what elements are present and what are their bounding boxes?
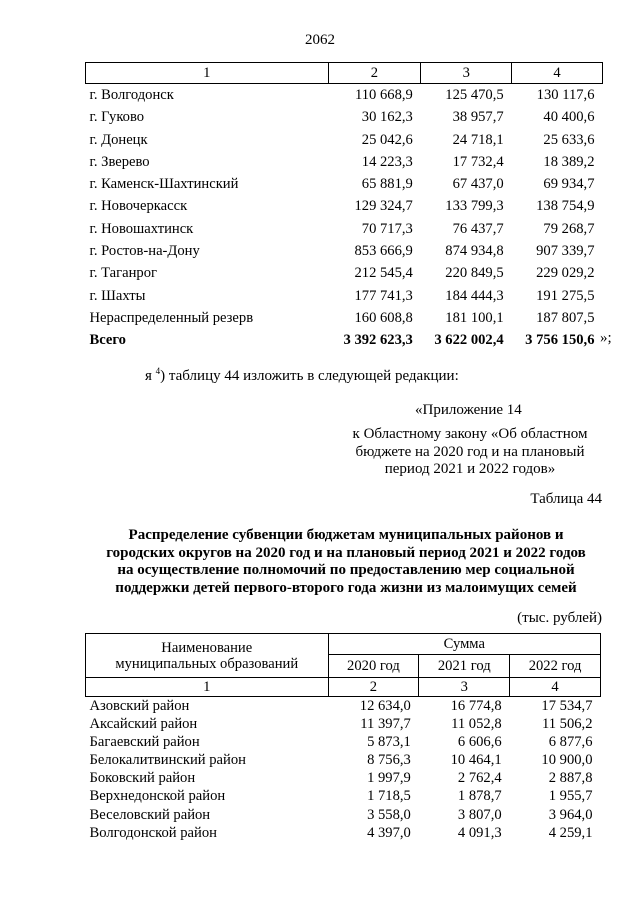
subvention-table-continued	[85, 62, 603, 352]
row-name: г. Зверево	[89, 153, 150, 170]
row-value: 3 558,0	[367, 806, 411, 823]
row-name: г. Донецк	[89, 131, 148, 148]
table-row	[86, 824, 601, 842]
row-value: 187 807,5	[536, 309, 595, 326]
row-value: 229 029,2	[536, 265, 595, 282]
row-name: Белокалитвинский район	[89, 752, 246, 769]
appendix-title: «Приложение 14	[415, 402, 522, 418]
row-name: Багаевский район	[89, 734, 200, 751]
table-header-row	[86, 634, 601, 655]
column-number: 1	[86, 678, 329, 697]
row-value: 2 887,8	[548, 770, 593, 787]
row-value: 14 223,3	[361, 153, 413, 170]
row-name: г. Гуково	[89, 109, 145, 126]
row-value: 8 756,3	[367, 752, 411, 769]
row-value: 1 955,7	[548, 788, 593, 805]
column-number: 3	[421, 63, 512, 84]
law-line: период 2021 и 2022 годов»	[384, 461, 556, 477]
column-number: 4	[512, 63, 603, 84]
row-value: 6 606,6	[457, 734, 502, 751]
header-year: 2021 год	[419, 655, 510, 678]
title-line: на осуществление полномочий по предоставлению мер социальной	[117, 562, 575, 578]
row-value: 79 268,7	[543, 220, 595, 237]
row-value: 6 877,6	[548, 734, 593, 751]
header-name-line: Наименование	[161, 639, 253, 656]
units-label: (тыс. рублей)	[517, 610, 602, 626]
header-name	[86, 634, 329, 678]
row-value: 177 741,3	[354, 287, 413, 304]
row-value: 25 633,6	[543, 131, 595, 148]
row-value: 70 717,3	[361, 220, 413, 237]
row-name: г. Таганрог	[89, 265, 158, 282]
row-value: 11 506,2	[541, 716, 593, 733]
row-value: 1 878,7	[457, 788, 502, 805]
row-value: 4 397,0	[367, 824, 411, 841]
row-value: 191 275,5	[536, 287, 595, 304]
column-number: 2	[328, 63, 421, 84]
column-number: 3	[419, 678, 510, 697]
document-title	[90, 527, 602, 597]
title-line: поддержки детей первого-второго года жизни из малоимущих семей	[115, 579, 577, 596]
table-row	[86, 697, 601, 716]
row-value: 212 545,4	[354, 265, 413, 282]
row-value: 3 964,0	[548, 806, 593, 823]
row-value: 11 397,7	[360, 716, 411, 733]
row-value: 130 117,6	[536, 87, 595, 103]
total-label: Всего	[89, 332, 126, 349]
row-value: 40 400,6	[543, 109, 595, 126]
subvention-table-44	[85, 633, 601, 842]
header-year: 2020 год	[328, 655, 419, 678]
row-value: 907 339,7	[536, 243, 595, 260]
row-value: 69 934,7	[543, 176, 595, 193]
appendix-law-reference	[340, 426, 600, 479]
total-2021: 3 622 002,4	[434, 332, 504, 349]
row-value: 10 900,0	[541, 752, 593, 769]
row-name: Азовский район	[89, 698, 190, 714]
table-row	[86, 240, 603, 262]
table-row	[86, 151, 603, 173]
closing-quote: »;	[600, 330, 612, 346]
row-value: 30 162,3	[361, 109, 413, 126]
row-value: 853 666,9	[354, 243, 413, 260]
row-name: г. Новошахтинск	[89, 220, 194, 237]
row-name: Верхнедонской район	[89, 788, 226, 805]
table-row	[86, 715, 601, 733]
row-value: 3 807,0	[457, 806, 502, 823]
column-number: 2	[328, 678, 419, 697]
row-value: 4 259,1	[548, 824, 593, 841]
row-value: 2 762,4	[457, 770, 502, 787]
row-value: 184 444,3	[445, 287, 504, 304]
header-year: 2022 год	[510, 655, 601, 678]
amendment-text	[145, 366, 459, 385]
row-value: 1 718,5	[367, 788, 411, 805]
table-header-row	[86, 63, 603, 84]
row-value: 65 881,9	[361, 176, 413, 193]
row-name: г. Новочеркасск	[89, 198, 188, 215]
row-value: 24 718,1	[452, 131, 504, 148]
row-value: 129 324,7	[354, 198, 413, 215]
row-value: 17 732,4	[452, 153, 504, 170]
table-row	[86, 106, 603, 128]
table-row	[86, 751, 601, 769]
row-value: 160 608,8	[354, 309, 413, 326]
table-row	[86, 173, 603, 195]
table-row	[86, 806, 601, 824]
title-line: городских округов на 2020 год и на плановый период 2021 и 2022 годов	[106, 544, 586, 561]
row-value: 38 957,7	[452, 109, 504, 126]
total-2020: 3 392 623,3	[343, 332, 413, 349]
law-line: к Областному закону «Об областном	[352, 426, 588, 442]
amendment-body: ) таблицу 44 изложить в следующей редакции:	[160, 368, 459, 384]
row-name: г. Волгодонск	[89, 87, 174, 103]
row-value: 1 997,9	[367, 770, 411, 787]
table-row	[86, 787, 601, 805]
row-value: 125 470,5	[445, 87, 504, 103]
row-name: г. Каменск-Шахтинский	[89, 176, 239, 193]
row-value: 4 091,3	[457, 824, 502, 841]
row-name: г. Ростов-на-Дону	[89, 243, 200, 260]
page-number: 2062	[305, 32, 335, 48]
row-value: 5 873,1	[367, 734, 411, 751]
table-row	[86, 84, 603, 107]
table-row	[86, 733, 601, 751]
column-number: 4	[510, 678, 601, 697]
table-row	[86, 195, 603, 217]
row-value: 16 774,8	[450, 698, 502, 714]
law-line: бюджете на 2020 год и на плановый	[355, 443, 585, 460]
row-name: Веселовский район	[89, 806, 211, 823]
table-header-row	[86, 678, 601, 697]
title-line: Распределение субвенции бюджетам муниципальных районов и	[128, 527, 564, 543]
table-row	[86, 769, 601, 787]
row-name: Волгодонской район	[89, 824, 217, 841]
row-value: 18 389,2	[543, 153, 595, 170]
amendment-letter: я	[145, 368, 152, 384]
row-value: 133 799,3	[445, 198, 504, 215]
row-value: 874 934,8	[445, 243, 504, 260]
table-row	[86, 285, 603, 307]
row-name: Аксайский район	[89, 716, 198, 733]
row-value: 67 437,0	[452, 176, 504, 193]
table-row	[86, 262, 603, 284]
table-row	[86, 129, 603, 151]
row-value: 220 849,5	[445, 265, 504, 282]
total-2022: 3 756 150,6	[525, 332, 595, 349]
row-value: 11 052,8	[451, 716, 502, 733]
header-name-line: муниципальных образований	[115, 655, 299, 672]
table-row	[86, 218, 603, 240]
column-number: 1	[86, 63, 329, 84]
row-value: 76 437,7	[452, 220, 504, 237]
row-value: 181 100,1	[445, 309, 504, 326]
row-value: 138 754,9	[536, 198, 595, 215]
table-number: Таблица 44	[530, 491, 602, 507]
row-value: 12 634,0	[359, 698, 411, 714]
row-value: 17 534,7	[541, 698, 593, 714]
row-value: 10 464,1	[450, 752, 502, 769]
footnote-mark: 4	[155, 366, 161, 376]
row-name: Боковский район	[89, 770, 196, 787]
table-row	[86, 307, 603, 329]
row-name: Нераспределенный резерв	[89, 309, 254, 326]
row-value: 110 668,9	[355, 87, 413, 103]
header-sum: Сумма	[328, 634, 600, 655]
table-total-row	[86, 329, 603, 351]
row-name: г. Шахты	[89, 287, 146, 304]
row-value: 25 042,6	[361, 131, 413, 148]
